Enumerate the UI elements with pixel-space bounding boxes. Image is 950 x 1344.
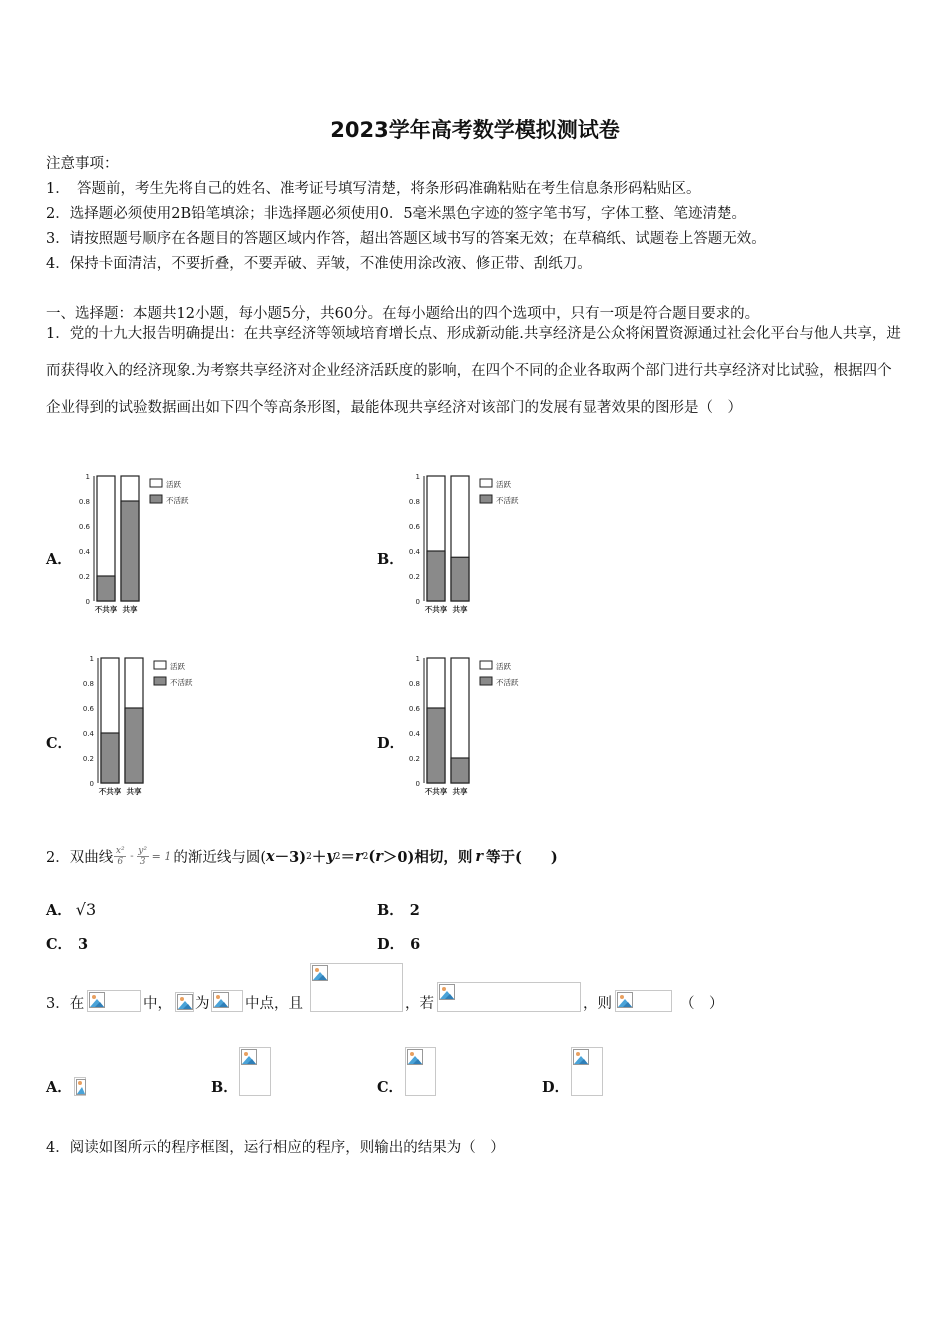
- question-4-text: 4．阅读如图所示的程序框图，运行相应的程序，则输出的结果为（ ）: [46, 1140, 505, 1156]
- q2-end: 等于( ): [486, 849, 558, 866]
- y-tick-label: 0: [415, 780, 420, 788]
- q2-suffix-1: 的渐近线与圆(: [173, 850, 267, 866]
- q3-option-b-image: [239, 1047, 271, 1096]
- q3-part-7: （ ）: [680, 996, 724, 1012]
- y-tick-label: 0.6: [408, 523, 420, 531]
- q2-frac2-den: 3: [137, 856, 149, 867]
- y-tick-label: 0.8: [78, 498, 90, 506]
- legend-label: 活跃: [166, 480, 181, 489]
- q3-part-2: 中，: [143, 996, 172, 1012]
- q2-var-y: y: [326, 848, 335, 865]
- legend-swatch: [480, 495, 492, 503]
- q3-part-5: ，若: [405, 996, 434, 1012]
- broken-image-icon: [407, 1049, 423, 1065]
- y-tick-label: 1: [415, 473, 420, 481]
- x-category-label: 共享: [452, 605, 468, 614]
- question-1-text: 1．党的十九大报告明确提出：在共享经济等领域培育增长点、形成新动能.共享经济是公众将闲置资源通过社会化平台与他人共享，进而获得收入的经济现象.为考察共享经济对企业经济活跃度的影响，在四个不同的企业各取两个部门进行共享经济对比试验，根据四个企业得到的试验数据画出如下四个等高条形图，最能体现共享经济对该部门的发展有显著效果的图形是（ ）: [46, 326, 901, 416]
- y-tick-label: 0.2: [82, 755, 94, 763]
- y-tick-label: 0: [415, 598, 420, 606]
- x-category-label: 不共享: [94, 605, 118, 614]
- legend-swatch: [154, 661, 166, 669]
- y-tick-label: 1: [415, 655, 420, 663]
- q2-equals: ＝: [340, 849, 356, 866]
- broken-image-icon: [76, 1079, 86, 1095]
- bar-inactive-segment: [125, 708, 143, 783]
- x-category-label: 不共享: [98, 787, 122, 796]
- q2-option-a-value: √3: [75, 900, 97, 919]
- legend-swatch: [480, 661, 492, 669]
- chart-option-d: [406, 650, 536, 806]
- q2-option-c: [46, 933, 88, 954]
- x-category-label: 不共享: [424, 605, 448, 614]
- q1-option-b-label: B．: [377, 551, 404, 568]
- legend-swatch: [150, 495, 162, 503]
- broken-image-icon: [241, 1049, 257, 1065]
- q2-option-a: [46, 899, 96, 920]
- section-heading: 一、选择题：本题共12小题，每小题5分，共60分。在每小题给出的四个选项中，只有一项是符合题目要求的。: [46, 306, 760, 322]
- q2-frac2-num: y²: [138, 846, 147, 856]
- q2-var-r3: r: [475, 848, 484, 865]
- chart-option-a: [76, 468, 206, 624]
- q2-option-d: [377, 933, 420, 954]
- notice-heading: 注意事项：: [46, 156, 119, 172]
- y-tick-label: 0.4: [408, 548, 420, 556]
- broken-image-icon: [617, 992, 633, 1008]
- q2-option-d-label: D．: [377, 936, 405, 953]
- y-tick-label: 0.4: [408, 730, 420, 738]
- bar-inactive-segment: [97, 576, 115, 601]
- q2-option-a-label: A．: [46, 902, 72, 919]
- q3-image-2: [175, 992, 194, 1012]
- x-category-label: 不共享: [424, 787, 448, 796]
- q2-prefix: 2．双曲线: [46, 850, 114, 866]
- broken-image-icon: [439, 984, 455, 1000]
- notice-item-4: 4．保持卡面清洁，不要折叠，不要弄破、弄皱，不准使用涂改液、修正带、刮纸刀。: [46, 256, 592, 272]
- y-tick-label: 0.2: [408, 755, 420, 763]
- q2-fraction-y: [137, 846, 149, 867]
- q2-var-r2: r: [375, 848, 383, 865]
- broken-image-icon: [177, 994, 193, 1010]
- q2-sup-c: 2: [362, 851, 369, 862]
- legend-label: 不活跃: [496, 678, 519, 687]
- question-2-text: [46, 846, 558, 867]
- q3-option-a-image: [74, 1077, 86, 1096]
- q2-option-c-label: C．: [46, 936, 73, 953]
- q1-option-c-label: C．: [46, 735, 73, 752]
- broken-image-icon: [312, 965, 328, 981]
- q3-image-1: [87, 990, 141, 1012]
- q2-option-d-value: 6: [410, 936, 421, 953]
- q2-option-c-value: 3: [78, 936, 89, 953]
- q3-option-d-label: D．: [542, 1079, 570, 1096]
- legend-label: 不活跃: [166, 496, 189, 505]
- q2-fraction-x: [114, 846, 126, 867]
- q3-image-6: [615, 990, 672, 1012]
- bar-inactive-segment: [427, 551, 445, 601]
- q3-option-c-image: [405, 1047, 436, 1096]
- q2-paren: (: [368, 848, 376, 865]
- broken-image-icon: [573, 1049, 589, 1065]
- y-tick-label: 0.2: [78, 573, 90, 581]
- y-tick-label: 0.4: [78, 548, 90, 556]
- y-tick-label: 0.8: [82, 680, 94, 688]
- notice-item-3: 3．请按照题号顺序在各题目的答题区域内作答，超出答题区域书写的答案无效；在草稿纸、试题卷上答题无效。: [46, 231, 766, 247]
- y-tick-label: 0: [85, 598, 90, 606]
- q3-option-d-image: [571, 1047, 603, 1096]
- bar-inactive-segment: [451, 758, 469, 783]
- notice-item-1: 1． 答题前，考生先将自己的姓名、准考证号填写清楚，将条形码准确粘贴在考生信息条形码粘贴区。: [46, 181, 701, 197]
- legend-label: 不活跃: [496, 496, 519, 505]
- y-tick-label: 1: [85, 473, 90, 481]
- q2-equals-one: = 1: [151, 850, 172, 863]
- legend-label: 活跃: [496, 662, 511, 671]
- legend-label: 不活跃: [170, 678, 193, 687]
- q2-suffix-2: －3): [274, 849, 307, 866]
- q2-var-r1: r: [355, 848, 363, 865]
- bar-inactive-segment: [121, 501, 139, 601]
- q3-image-4: [310, 963, 403, 1012]
- bar-inactive-segment: [101, 733, 119, 783]
- q3-option-a-label: A．: [46, 1079, 72, 1096]
- y-tick-label: 0.6: [82, 705, 94, 713]
- y-tick-label: 0.6: [408, 705, 420, 713]
- legend-label: 活跃: [170, 662, 185, 671]
- bar-inactive-segment: [451, 557, 469, 601]
- chart-option-b: [406, 468, 536, 624]
- notice-item-2: 2．选择题必须使用2B铅笔填涂；非选择题必须使用0．5毫米黑色字迹的签字笔书写，字体工整、笔迹清楚。: [46, 206, 747, 222]
- bar-inactive-segment: [427, 708, 445, 783]
- q2-plus: ＋: [311, 849, 327, 866]
- y-tick-label: 0: [89, 780, 94, 788]
- broken-image-icon: [213, 992, 229, 1008]
- q2-gt: ＞0)相切，则: [382, 849, 473, 866]
- legend-swatch: [480, 479, 492, 487]
- broken-image-icon: [89, 992, 105, 1008]
- legend-swatch: [150, 479, 162, 487]
- page-title: 2023学年高考数学模拟测试卷: [330, 118, 620, 142]
- x-category-label: 共享: [122, 605, 138, 614]
- q2-sup-b: 2: [334, 851, 341, 862]
- q2-frac1-num: x²: [115, 846, 125, 856]
- q2-option-b-label: B．: [377, 902, 404, 919]
- legend-swatch: [480, 677, 492, 685]
- legend-label: 活跃: [496, 480, 511, 489]
- q3-part-1: 3．在: [46, 996, 85, 1012]
- q2-sup-a: 2: [306, 851, 312, 862]
- y-tick-label: 0.8: [408, 680, 420, 688]
- q2-minus: -: [130, 851, 134, 862]
- q3-image-5: [437, 982, 581, 1012]
- y-tick-label: 0.4: [82, 730, 94, 738]
- q1-option-a-label: A．: [46, 551, 72, 568]
- q3-part-4: 中点，且: [245, 996, 303, 1012]
- chart-option-c: [80, 650, 210, 806]
- q2-option-b: [377, 899, 420, 920]
- legend-swatch: [154, 677, 166, 685]
- q2-frac1-den: 6: [114, 856, 126, 867]
- q3-option-b-label: B．: [211, 1079, 238, 1096]
- q3-part-6: ，则: [583, 996, 612, 1012]
- q3-part-3: 为: [195, 996, 210, 1012]
- q3-image-3: [211, 990, 243, 1012]
- y-tick-label: 0.2: [408, 573, 420, 581]
- y-tick-label: 0.6: [78, 523, 90, 531]
- y-tick-label: 0.8: [408, 498, 420, 506]
- q2-var-x: x: [266, 848, 275, 865]
- q3-option-c-label: C．: [377, 1079, 404, 1096]
- x-category-label: 共享: [452, 787, 468, 796]
- y-tick-label: 1: [89, 655, 94, 663]
- x-category-label: 共享: [126, 787, 142, 796]
- q2-option-b-value: 2: [409, 902, 420, 919]
- q1-option-d-label: D．: [377, 735, 405, 752]
